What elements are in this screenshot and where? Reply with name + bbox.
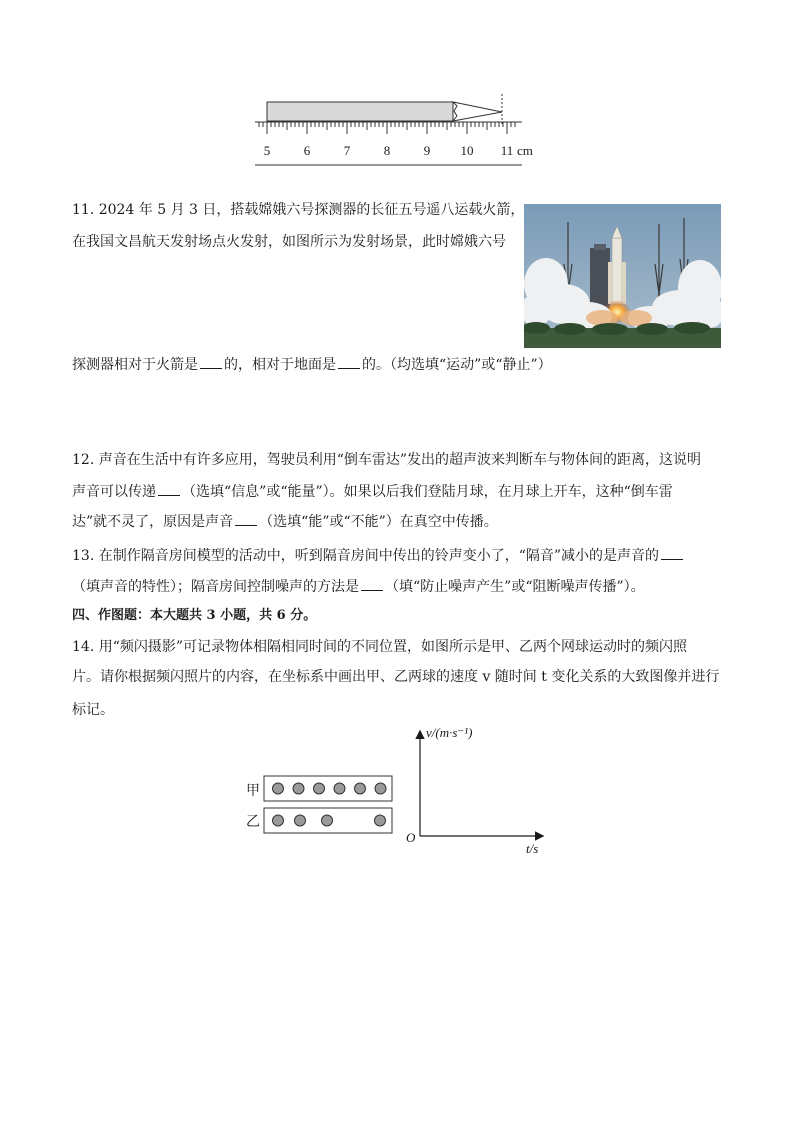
ruler-tick-label: 8 bbox=[383, 143, 391, 158]
ruler-tick-label: 7 bbox=[343, 143, 351, 158]
ruler-tick-label: 11 bbox=[500, 143, 514, 158]
ruler-tick-label: 6 bbox=[303, 143, 311, 158]
q13-blank-1[interactable] bbox=[661, 545, 683, 560]
ruler-tick-label: 9 bbox=[423, 143, 431, 158]
q11-blank-1[interactable] bbox=[200, 354, 222, 369]
tennis-ball bbox=[375, 815, 386, 826]
q12-blank-1[interactable] bbox=[158, 481, 180, 496]
label-yi: 乙 bbox=[246, 815, 260, 830]
y-axis-label: v/(m·s⁻¹) bbox=[426, 725, 473, 740]
q12-blank-2[interactable] bbox=[235, 511, 257, 526]
strobe-figure bbox=[244, 770, 394, 836]
q11-blank-2[interactable] bbox=[338, 354, 360, 369]
q13-line2 bbox=[72, 576, 645, 597]
q11-line3-c: 的。（均选填“运动”或“静止”） bbox=[362, 357, 552, 373]
tennis-ball bbox=[375, 783, 386, 794]
ruler-labels bbox=[264, 143, 533, 158]
tennis-ball bbox=[355, 783, 366, 794]
x-axis-label: t/s bbox=[526, 841, 539, 856]
q13-line2-b: （填“防止噪声产生”或“阻断噪声传播”）。 bbox=[385, 579, 645, 595]
q14-line2: 片。请你根据频闪照片的内容，在坐标系中画出甲、乙两球的速度 v 随时间 t 变化关系的大致图像并进行 bbox=[72, 669, 720, 685]
tennis-ball bbox=[322, 815, 333, 826]
tennis-ball bbox=[273, 783, 284, 794]
tennis-ball bbox=[273, 815, 284, 826]
tennis-ball bbox=[314, 783, 325, 794]
q11-line3 bbox=[72, 354, 552, 375]
pencil-body bbox=[267, 102, 453, 121]
q12-line2 bbox=[72, 481, 673, 502]
q14-line3: 标记。 bbox=[72, 702, 114, 718]
q12-line2-a: 声音可以传递 bbox=[72, 484, 156, 500]
ruler-figure bbox=[250, 92, 550, 172]
section4-title: 四、作图题：本大题共 3 小题，共 6 分。 bbox=[72, 608, 317, 623]
origin-label: O bbox=[406, 830, 416, 845]
q12-line1: 12. 声音在生活中有许多应用，驾驶员利用“倒车雷达”发出的超声波来判断车与物体间的距离，这说明 bbox=[72, 452, 702, 468]
q11-line2: 在我国文昌航天发射场点火发射，如图所示为发射场景，此时嫦娥六号 bbox=[72, 234, 506, 250]
q13-line1-a: 13. 在制作隔音房间模型的活动中，听到隔音房间中传出的铃声变小了，“隔音”减小的是声音的 bbox=[72, 548, 660, 564]
vt-axes bbox=[400, 722, 560, 862]
ruler-tick-label: 10 bbox=[460, 143, 474, 158]
pencil-tip bbox=[453, 102, 502, 121]
ruler-ticks bbox=[259, 122, 515, 134]
q11-line3-a: 探测器相对于火箭是 bbox=[72, 357, 198, 373]
q12-line3-a: 达”就不灵了，原因是声音 bbox=[72, 514, 234, 530]
q12-line2-b: （选填“信息”或“能量”）。如果以后我们登陆月球，在月球上开车，这种“倒车雷 bbox=[182, 484, 673, 500]
tennis-ball bbox=[295, 815, 306, 826]
q12-line3-b: （选填“能”或“不能”）在真空中传播。 bbox=[259, 514, 498, 530]
tennis-ball bbox=[334, 783, 345, 794]
ruler-unit-label: cm bbox=[517, 143, 533, 158]
q11-line1: 11. 2024 年 5 月 3 日，搭载嫦娥六号探测器的长征五号遥八运载火箭， bbox=[72, 202, 525, 218]
q12-line3 bbox=[72, 511, 498, 532]
q13-blank-2[interactable] bbox=[361, 576, 383, 591]
label-jia: 甲 bbox=[246, 784, 260, 799]
tennis-ball bbox=[293, 783, 304, 794]
q14-line1: 14. 用“频闪摄影”可记录物体相隔相同时间的不同位置，如图所示是甲、乙两个网球运动时的频闪照 bbox=[72, 639, 688, 655]
q13-line2-a: （填声音的特性）；隔音房间控制噪声的方法是 bbox=[72, 579, 359, 595]
rocket bbox=[612, 238, 622, 304]
q11-line3-b: 的，相对于地面是 bbox=[224, 357, 336, 373]
rocket-launch-photo bbox=[524, 204, 721, 348]
ruler-tick-label: 5 bbox=[263, 143, 271, 158]
q13-line1 bbox=[72, 545, 685, 566]
